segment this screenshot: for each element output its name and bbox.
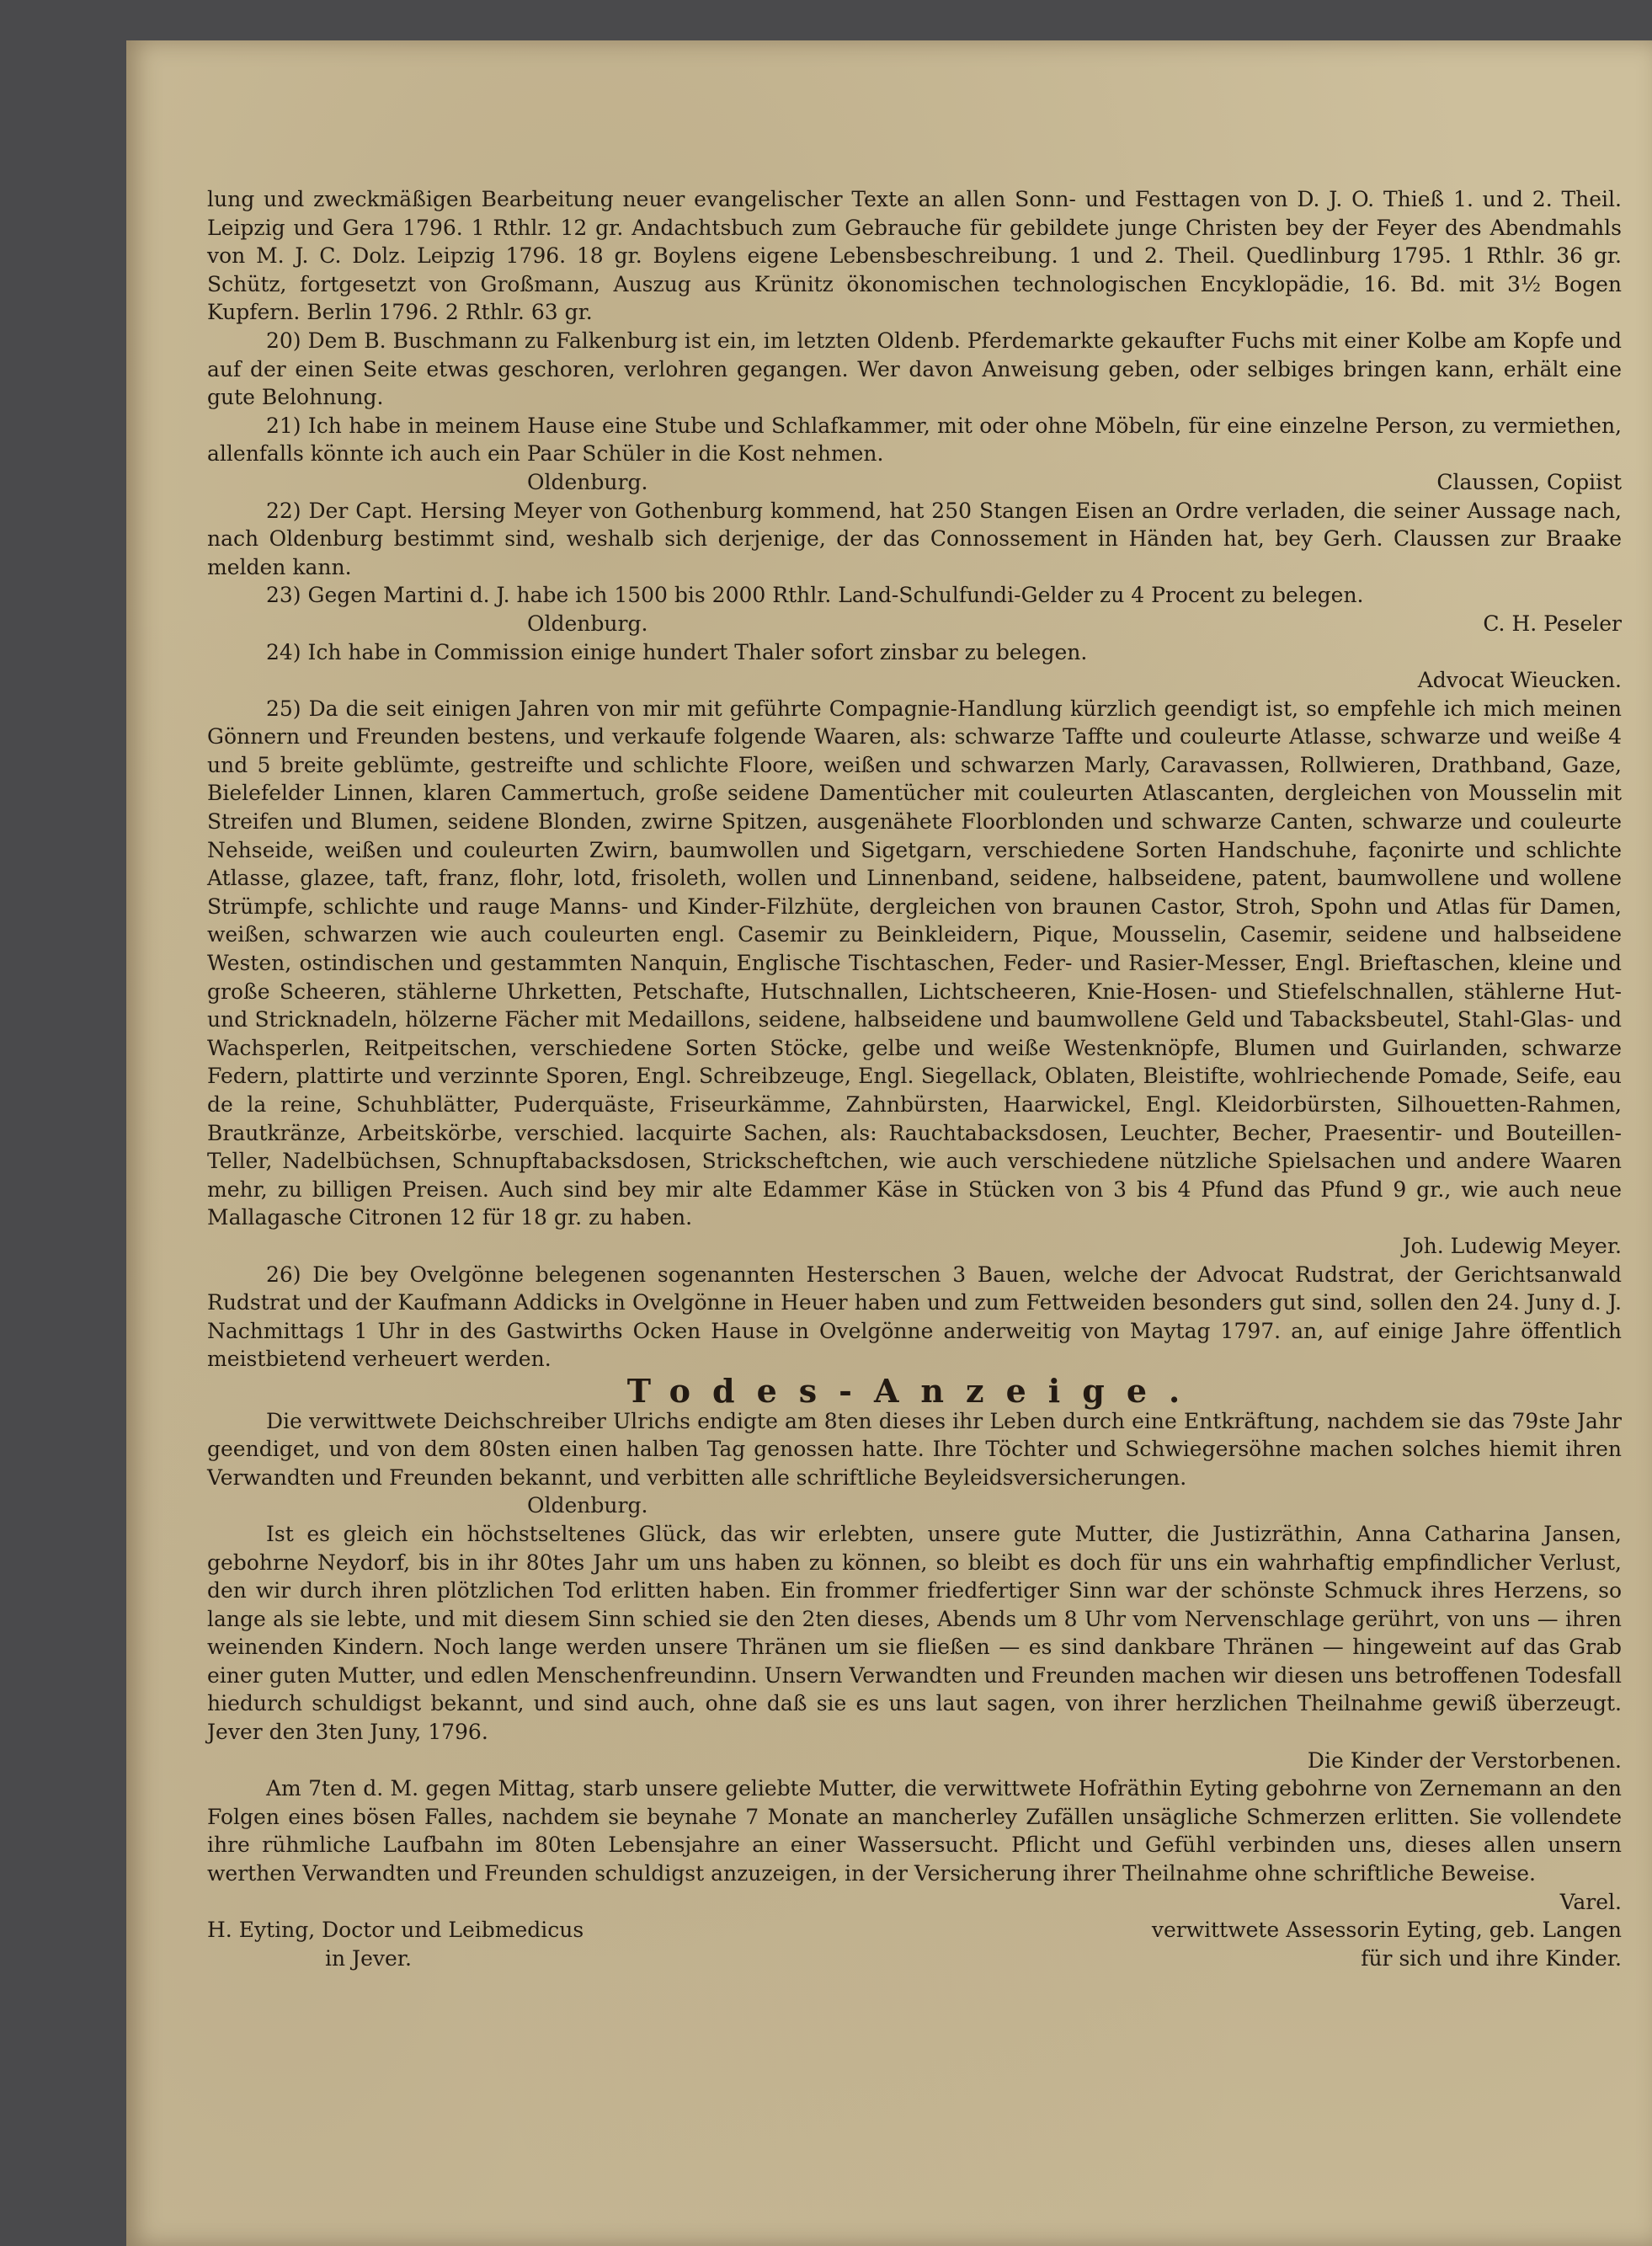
notice-23-signature: C. H. Peseler	[1483, 611, 1622, 636]
page-text	[207, 185, 1622, 1972]
signature-right	[943, 1916, 1622, 1972]
death-notice-1-place: Oldenburg.	[527, 1493, 648, 1518]
notice-21-footer	[207, 468, 1622, 497]
notice-21-place: Oldenburg.	[527, 469, 648, 494]
signature-left-line-1: H. Eyting, Doctor und Leibmedicus	[207, 1918, 584, 1943]
death-notice-heading: Todes-Anzeige.	[626, 1371, 1202, 1410]
signature-left	[207, 1916, 886, 1972]
death-notice-3-signatures	[207, 1916, 1622, 1972]
notice-21: 21) Ich habe in meinem Hause eine Stube und Schlafkammer, mit oder ohne Möbeln, für eine einzelne Person, zu vermiethen, allenfalls könnte ich auch ein Paar Schüler in die Kost nehmen.	[207, 413, 1622, 467]
death-notice-3-place: Varel.	[1559, 1889, 1622, 1914]
signature-right-line-1: verwittwete Assessorin Eyting, geb. Langen	[1151, 1918, 1622, 1943]
death-notice-2-signature: Die Kinder der Verstorbenen.	[1307, 1747, 1622, 1773]
book-list-paragraph: lung und zweckmäßigen Bearbeitung neuer evangelischer Texte an allen Sonn- und Festtagen von D. J. O. Thieß 1. und 2. Theil. Leipzig und Gera 1796. 1 Rthlr. 12 gr. Andachtsbuch zum Gebrauche für gebildete junge Christen bey der Feyer des Abendmahls von M. J. C. Dolz. Leipzig 1796. 18 gr. Boylens eigene Lebensbeschreibung. 1 und 2. Theil. Quedlinburg 1795. 1 Rthlr. 36 gr. Schütz, fortgesetzt von Großmann, Auszug aus Krünitz ökonomischen technologischen Encyklopädie, 16. Bd. mit 3½ Bogen Kupfern. Berlin 1796. 2 Rthlr. 63 gr.	[207, 187, 1622, 325]
death-notice-2: Ist es gleich ein höchstseltenes Glück, das wir erlebten, unsere gute Mutter, die Justizräthin, Anna Catharina Jansen, gebohrne Neydorf, bis in ihr 80tes Jahr um uns haben zu können, so bleibt es doch für uns ein wahrhaftig empfindlicher Verlust, den wir durch ihren plötzlichen Tod erlitten haben. Ein frommer friedfertiger Sinn war der schönste Schmuck ihres Herzens, so lange als sie lebte, und mit diesem Sinn schied sie den 2ten dieses, Abends um 8 Uhr vom Nervenschlage gerührt, von uns — ihren weinenden Kindern. Noch lange werden unsere Thränen um sie fließen — es sind dankbare Thränen — hingeweint auf das Grab einer guten Mutter, und edlen Menschenfreundinn. Unsern Verwandten und Freunden machen wir diesen uns betroffenen Todesfall hiedurch schuldigst bekannt, und sind auch, ohne daß sie es uns laut sagen, von ihrer herzlichen Theilnahme gewiß überzeugt. Jever den 3ten Juny, 1796.	[207, 1521, 1622, 1745]
death-notice-1: Die verwittwete Deichschreiber Ulrichs endigte am 8ten dieses ihr Leben durch eine Entkräftung, nachdem sie das 79ste Jahr geendiget, und von dem 80sten einen halben Tag genossen hatte. Ihre Töchter und Schwiegersöhne machen solches hiemit ihren Verwandten und Freunden bekannt, und verbitten alle schriftliche Beyleidsversicherungen.	[207, 1408, 1622, 1490]
newspaper-page	[126, 40, 1652, 2246]
signature-right-line-2: für sich und ihre Kinder.	[1361, 1945, 1622, 1971]
notice-21-signature: Claussen, Copiist	[1436, 469, 1622, 494]
notice-26: 26) Die bey Ovelgönne belegenen sogenannten Hesterschen 3 Bauen, welche der Advocat Rudstrat, der Gerichtsanwald Rudstrat und der Kaufmann Addicks in Ovelgönne in Heuer haben und zum Fettweiden besonders gut sind, sollen den 24. Juny d. J. Nachmittags 1 Uhr in des Gastwirths Ocken Hause in Ovelgönne anderweitig von Maytag 1797. an, auf einige Jahre öffentlich meistbietend verheuert werden.	[207, 1262, 1622, 1372]
notice-24-signature: Advocat Wieucken.	[1417, 668, 1622, 693]
death-notice-3: Am 7ten d. M. gegen Mittag, starb unsere geliebte Mutter, die verwittwete Hofräthin Eyting gebohrne von Zernemann an den Folgen eines bösen Falles, nachdem sie beynahe 7 Monate an mancherley Zufällen unsägliche Schmerzen erlitten. Sie vollendete ihre rühmliche Laufbahn im 80ten Lebensjahre an einer Wassersucht. Pflicht und Gefühl verbinden uns, dieses allen unsern werthen Verwandten und Freunden schuldigst anzuzeigen, in der Versicherung ihrer Theilnahme ohne schriftliche Beweise.	[207, 1776, 1622, 1886]
signature-left-line-2: in Jever.	[325, 1945, 412, 1971]
notice-20: 20) Dem B. Buschmann zu Falkenburg ist ein, im letzten Oldenb. Pferdemarkte gekaufter Fuchs mit einer Kolbe am Kopfe und auf der einen Seite etwas geschoren, verlohren gegangen. Wer davon Anweisung geben, oder selbiges bringen kann, erhält eine gute Belohnung.	[207, 328, 1622, 410]
notice-24: 24) Ich habe in Commission einige hundert Thaler sofort zinsbar zu belegen.	[266, 639, 1088, 664]
notice-23-footer	[207, 610, 1622, 638]
notice-25: 25) Da die seit einigen Jahren von mir mit geführte Compagnie-Handlung kürzlich geendigt ist, so empfehle ich mich meinen Gönnern und Freunden bestens, und verkaufe folgende Waaren, als: schwarze Taffte und couleurte Atlasse, schwarze und weiße 4 und 5 breite geblümte, gestreifte und schlichte Floore, weißen und schwarzen Marly, Caravassen, Rollwieren, Drathband, Gaze, Bielefelder Linnen, klaren Cammertuch, große seidene Damentücher mit couleurten Atlascanten, dergleichen von Mousselin mit Streifen und Blumen, seidene Blonden, zwirne Spitzen, ausgenähete Floorblonden und schwarze Canten, schwarze und couleurte Nehseide, weißen und couleurten Zwirn, baumwollen und Sigetgarn, verschiedene Sorten Handschuhe, façonirte und schlichte Atlasse, glazee, taft, franz, flohr, lotd, frisoleth, wollen und Linnenband, seidene, halbseidene, patent, baumwollene und wollene Strümpfe, schlichte und rauge Manns- und Kinder-Filzhüte, dergleichen von braunen Castor, Stroh, Spohn und Atlas für Damen, weißen, schwarzen wie auch couleurten engl. Casemir zu Beinkleidern, Pique, Mousselin, Casemir, seidene und halbseidene Westen, ostindischen und gestammten Nanquin, Englische Tischtaschen, Feder- und Rasier-Messer, Engl. Brieftaschen, kleine und große Scheeren, stählerne Uhrketten, Petschafte, Hutschnallen, Lichtscheeren, Knie-Hosen- und Stiefelschnallen, stählerne Hut- und Stricknadeln, hölzerne Fächer mit Medaillons, seidene, halbseidene und baumwollene Geld und Tabacksbeutel, Stahl-Glas- und Wachsperlen, Reitpeitschen, verschiedene Sorten Stöcke, gelbe und weiße Westenknöpfe, Blumen und Guirlanden, schwarze Federn, plattirte und verzinnte Sporen, Engl. Schreibzeuge, Engl. Siegellack, Oblaten, Bleistifte, wohlriechende Pomade, Seife, eau de la reine, Schuhblätter, Puderquäste, Friseurkämme, Zahnbürsten, Haarwickel, Engl. Kleidorbürsten, Silhouetten-Rahmen, Brautkränze, Arbeitskörbe, verschied. lacquirte Sachen, als: Rauchtabacksdosen, Leuchter, Becher, Praesentir- und Bouteillen-Teller, Nadelbüchsen, Schnupftabacksdosen, Strickscheftchen, wie auch verschiedene nützliche Spielsachen und andere Waaren mehr, zu billigen Preisen. Auch sind bey mir alte Edammer Käse in Stücken von 3 bis 4 Pfund das Pfund 9 gr., wie auch neue Mallagasche Citronen 12 für 18 gr. zu haben.	[207, 696, 1622, 1230]
notice-23-place: Oldenburg.	[527, 611, 648, 636]
notice-23: 23) Gegen Martini d. J. habe ich 1500 bis 2000 Rthlr. Land-Schulfundi-Gelder zu 4 Procent zu belegen.	[266, 583, 1364, 608]
notice-25-signature: Joh. Ludewig Meyer.	[1402, 1233, 1622, 1258]
notice-22: 22) Der Capt. Hersing Meyer von Gothenburg kommend, hat 250 Stangen Eisen an Ordre verladen, die seiner Aussage nach, nach Oldenburg bestimmt sind, weshalb sich derjenige, der das Connossement in Händen hat, bey Gerh. Claussen zur Braake melden kann.	[207, 498, 1622, 579]
